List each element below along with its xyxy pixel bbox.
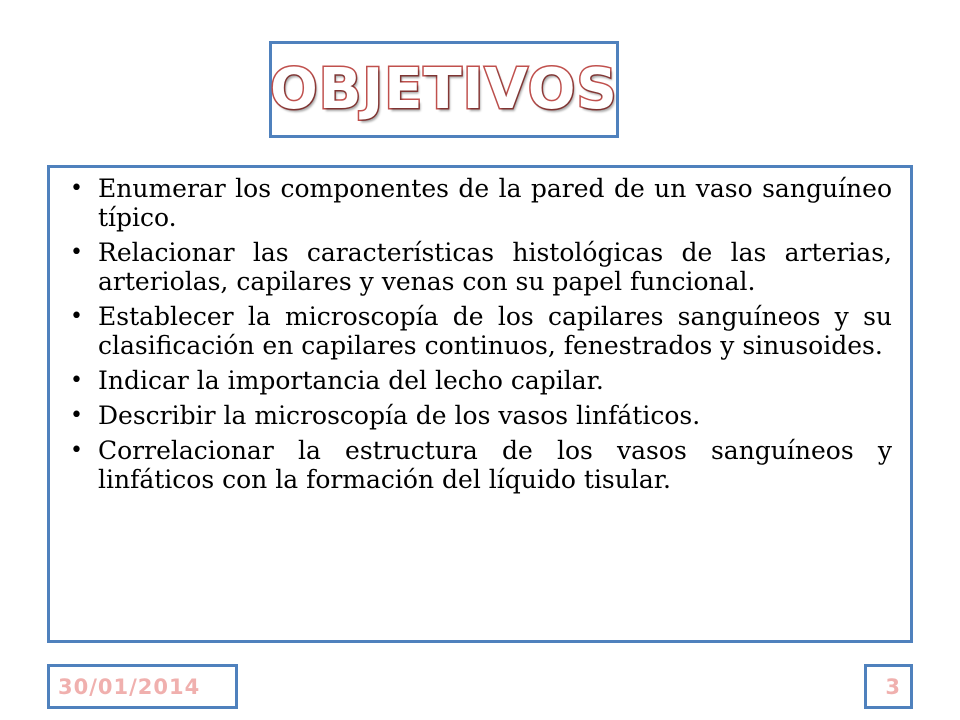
page-number: 3 (864, 664, 913, 709)
objective-text: Enumerar los componentes de la pared de un vaso sanguíneo típico. (98, 174, 892, 232)
bullet-icon: • (70, 240, 83, 265)
objective-text: Correlacionar la estructura de los vasos sanguíneos y linfáticos con la formación del líquido tisular. (98, 436, 892, 494)
objective-text: Indicar la importancia del lecho capilar. (98, 366, 604, 395)
slide-title: OBJETIVOS (270, 56, 618, 122)
bullet-icon: • (70, 438, 83, 463)
bullet-icon: • (70, 368, 83, 393)
objective-item (68, 436, 892, 494)
objective-item (68, 366, 892, 395)
objective-item (68, 401, 892, 430)
bullet-icon: • (70, 403, 83, 428)
bullet-icon: • (70, 176, 83, 201)
footer-date: 30/01/2014 (47, 664, 238, 709)
objectives-box (47, 165, 913, 643)
objective-item (68, 302, 892, 360)
title-box (269, 41, 619, 138)
objective-text: Establecer la microscopía de los capilares sanguíneos y su clasificación en capilares continuos, fenestrados y sinusoides. (98, 302, 892, 360)
objective-text: Relacionar las características histológicas de las arterias, arteriolas, capilares y venas con su papel funcional. (98, 238, 892, 296)
bullet-icon: • (70, 304, 83, 329)
objective-text: Describir la microscopía de los vasos linfáticos. (98, 401, 701, 430)
objective-item (68, 174, 892, 232)
objectives-list (68, 174, 892, 494)
objective-item (68, 238, 892, 296)
